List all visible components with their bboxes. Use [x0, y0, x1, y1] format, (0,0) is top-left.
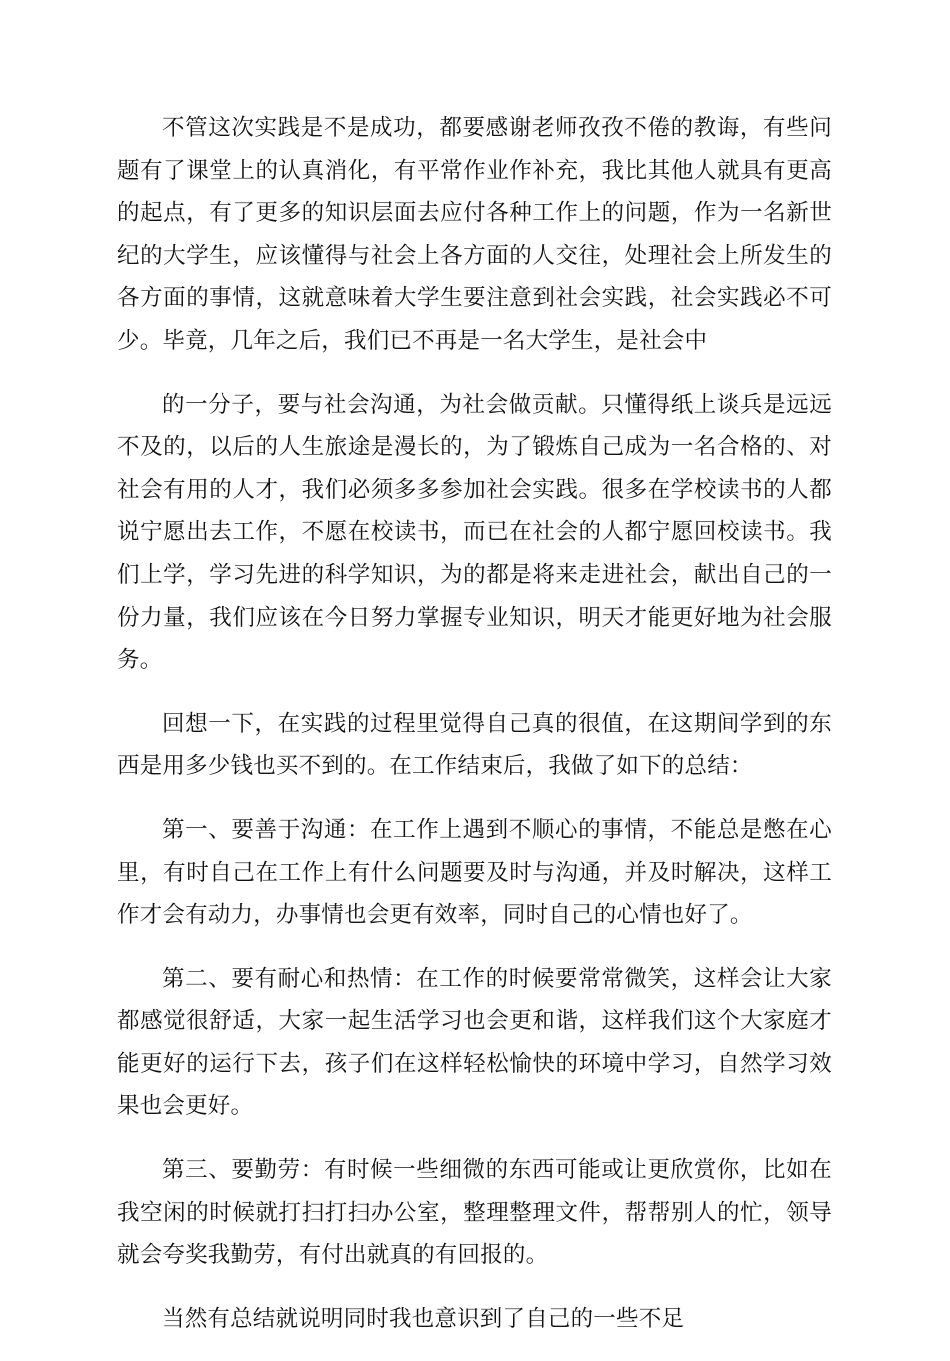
document-body: [117, 107, 832, 1361]
paragraph-point-two: 第二、要有耐心和热情：在工作的时候要常常微笑，这样会让大家都感觉很舒适，大家一起生活学习也会更和谐，这样我们这个大家庭才能更好的运行下去，孩子们在这样轻松愉快的环境中学习，自然学习效果也会更好。: [117, 965, 832, 1120]
paragraph-reflection: 回想一下，在实践的过程里觉得自己真的很值，在这期间学到的东西是用多少钱也买不到的。在工作结束后，我做了如下的总结：: [117, 710, 832, 780]
paragraph-point-three: 第三、要勤劳：有时候一些细微的东西可能或让更欣赏你，比如在我空闲的时候就打扫打扫办公室，整理整理文件，帮帮别人的忙，领导就会夸奖我勤劳，有付出就真的有回报的。: [117, 1157, 832, 1269]
paragraph-point-one: 第一、要善于沟通：在工作上遇到不顺心的事情，不能总是憋在心里，有时自己在工作上有什么问题要及时与沟通，并及时解决，这样工作才会有动力，办事情也会更有效率，同时自己的心情也好了。: [117, 816, 832, 929]
paragraph-shortcomings: 当然有总结就说明同时我也意识到了自己的一些不足: [162, 1305, 685, 1332]
paragraph-practice-thanks: 不管这次实践是不是成功，都要感谢老师孜孜不倦的教诲，有些问题有了课堂上的认真消化，有平常作业作补充，我比其他人就具有更高的起点，有了更多的知识层面去应付各种工作上的问题，作为一名新世纪的大学生，应该懂得与社会上各方面的人交往，处理社会上所发生的各方面的事情，这就意味着大学生要注意到社会实践，社会实践必不可少。毕竟，几年之后，我们已不再是一名大学生，是社会中: [117, 115, 832, 354]
paragraph-society-member: 的一分子，要与社会沟通，为社会做贡献。只懂得纸上谈兵是远远不及的，以后的人生旅途是漫长的，为了锻炼自己成为一名合格的、对社会有用的人才，我们必须多多参加社会实践。很多在学校读书的人都说宁愿出去工作，不愿在校读书，而已在社会的人都宁愿回校读书。我们上学，学习先进的科学知识，为的都是将来走进社会，献出自己的一份力量，我们应该在今日努力掌握专业知识，明天才能更好地为社会服务。: [117, 391, 832, 674]
